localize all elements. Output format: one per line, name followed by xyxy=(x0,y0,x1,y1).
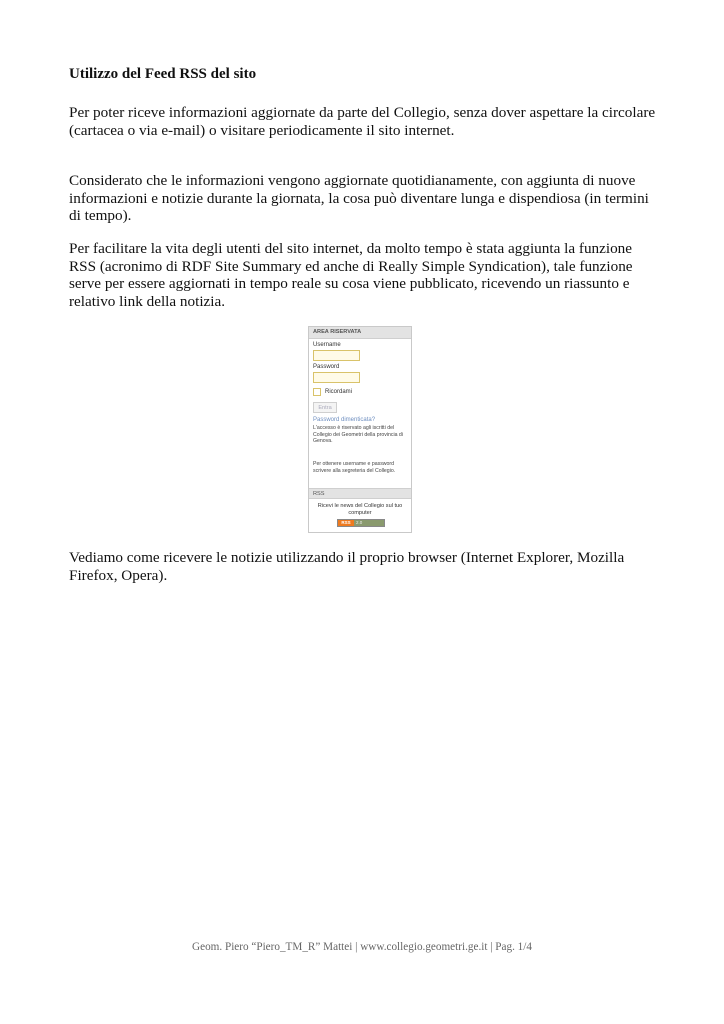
document-title: Utilizzo del Feed RSS del sito xyxy=(69,66,257,82)
login-button[interactable]: Entra xyxy=(313,402,337,413)
login-panel-screenshot xyxy=(308,326,412,533)
rss-description: Ricevi le news del Collegio sul tuo computer xyxy=(317,503,403,516)
remember-label: Ricordami xyxy=(325,389,353,395)
username-label: Username xyxy=(313,342,341,348)
rss-badge-right: 2.0 xyxy=(354,520,384,526)
paragraph-rss-function: Per facilitare la vita degli utenti del sito internet, da molto tempo è stata aggiunta la funzione RSS (acronimo di RDF Site Summary ed anche di Really Simple Syndication), tale funzione serve per essere aggiornati in tempo reale su cosa viene pubblicato, ricevendo un riassunto e relativo link della notizia. xyxy=(69,240,633,310)
page-footer: Geom. Piero “Piero_TM_R” Mattei | www.collegio.geometri.ge.it | Pag. 1/4 xyxy=(192,941,532,953)
paragraph-browsers: Vediamo come ricevere le notizie utilizzando il proprio browser (Internet Explorer, Mozilla Firefox, Opera). xyxy=(69,549,625,584)
rss-badge-icon[interactable] xyxy=(337,519,385,527)
forgot-password-link[interactable]: Password dimenticata? xyxy=(313,417,376,423)
paragraph-daily-updates: Considerato che le informazioni vengono aggiornate quotidianamente, con aggiunta di nuove informazioni e notizie durante la giornata, la cosa può diventare lunga e dispendiosa (in termini di tempo). xyxy=(69,172,649,225)
rss-badge-left: RSS xyxy=(338,520,354,526)
credentials-note: Per ottenere username e password scrivere alla segreteria del Collegio. xyxy=(313,461,396,474)
panel-header: AREA RISERVATA xyxy=(309,327,411,339)
username-input[interactable] xyxy=(313,350,360,361)
rss-header: RSS xyxy=(309,488,411,499)
password-input[interactable] xyxy=(313,372,360,383)
password-label: Password xyxy=(313,364,340,370)
access-note: L'accesso è riservato agli iscritti del Collegio dei Geometri della provincia di Genova. xyxy=(313,425,403,445)
paragraph-intro: Per poter riceve informazioni aggiornate da parte del Collegio, senza dover aspettare la circolare (cartacea o via e-mail) o visitare periodicamente il sito internet. xyxy=(69,104,656,139)
remember-checkbox[interactable] xyxy=(313,388,321,396)
